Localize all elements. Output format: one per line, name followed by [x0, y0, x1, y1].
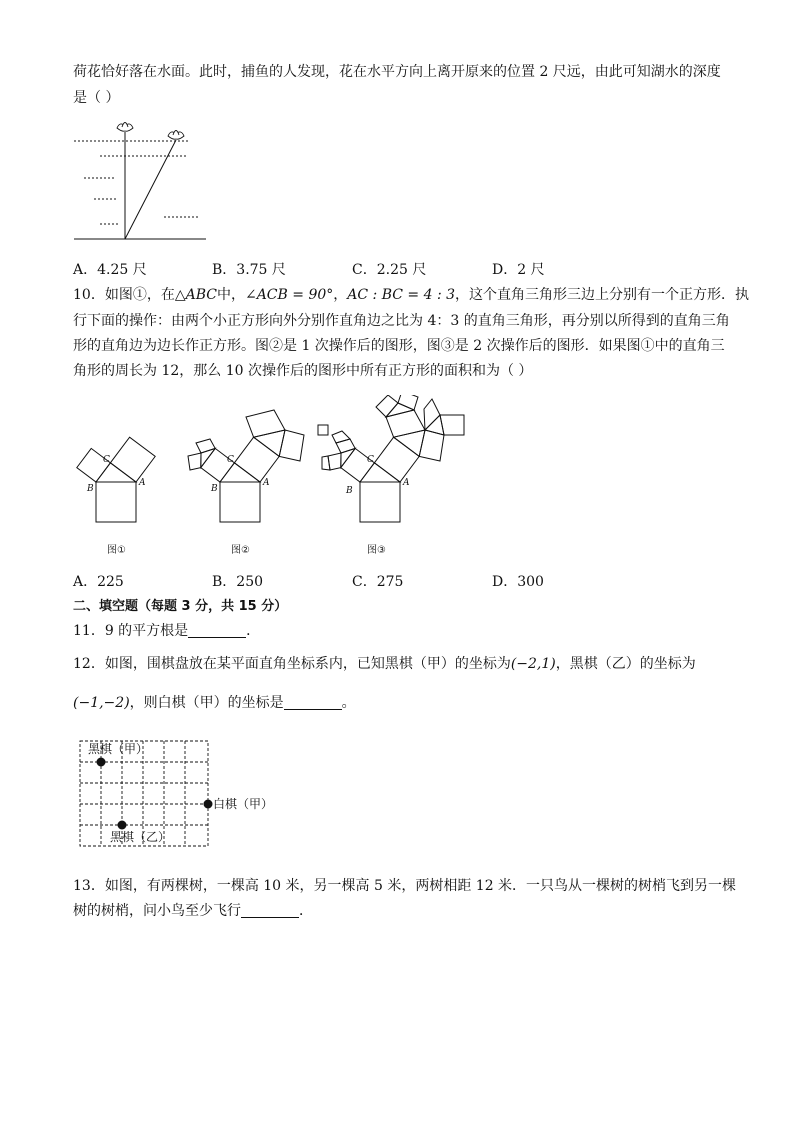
- section-2-title: 二、填空题（每题 3 分，共 15 分）: [73, 599, 288, 614]
- q11-text: 11．9 的平方根是: [73, 623, 189, 639]
- q12-text: ，则白棋（甲）的坐标是: [129, 695, 284, 711]
- q10-triangle: △ABC: [174, 287, 217, 303]
- q13-line-2: [73, 901, 313, 921]
- q12-answer-blank[interactable]: [284, 695, 342, 710]
- tilted-stem: [125, 140, 176, 239]
- label-c-2: C: [227, 455, 234, 465]
- q10-line-4: 角形的周长为 12，那么 10 次操作后的图形中所有正方形的面积和为（ ）: [73, 363, 533, 379]
- q10-angle: ∠ACB = 90°: [244, 287, 334, 303]
- q13-answer-blank[interactable]: [241, 903, 299, 918]
- go-board: [75, 738, 295, 850]
- q10-option-c: C．275: [352, 574, 404, 590]
- black-stone-jia: [97, 758, 106, 767]
- q10-line-2: 行下面的操作：由两个小正方形向外分别作直角边之比为 4：3 的直角三角形，再分别以所得到的直角三角: [73, 313, 730, 329]
- q9-line-1: 荷花恰好落在水面。此时，捕鱼的人发现，花在水平方向上离开原来的位置 2 尺远，由此可知湖水的深度: [73, 64, 721, 80]
- q13-end: ．: [299, 903, 313, 919]
- q12-coord-1: (−2,1): [510, 656, 556, 672]
- fig-1-caption: 图①: [107, 545, 126, 556]
- label-black-jia: 黑棋（甲）: [88, 742, 149, 756]
- fig-3-caption: 图③: [367, 545, 386, 556]
- label-a-2: A: [263, 478, 270, 488]
- pythagoras-tree-figures: [60, 395, 480, 530]
- q12-text: ，黑棋（乙）的坐标为: [555, 656, 696, 672]
- q9-option-a: A．4.25 尺: [73, 262, 147, 278]
- q12-end: 。: [341, 695, 356, 711]
- q11-end: ．: [246, 623, 261, 639]
- q10-text: 中，: [216, 287, 245, 303]
- q10-line-1: 10．如图①，在△ABC中，∠ACB = 90°，AC : BC = 4 : 3，这个直角三角形三边上分别有一个正方形．执: [73, 287, 750, 303]
- label-black-yi: 黑棋（乙）: [110, 830, 171, 844]
- q10-option-d: D．300: [492, 574, 544, 590]
- q13-line-1: 13．如图，有两棵树，一棵高 10 米，另一棵高 5 米，两树相距 12 米．一只鸟从一棵树的树梢飞到另一棵: [73, 878, 737, 894]
- q12-line-1: [73, 654, 696, 674]
- q9-option-c: C．2.25 尺: [352, 262, 427, 278]
- q12-line-2: [73, 693, 356, 713]
- label-a-3: A: [403, 478, 410, 488]
- water-lines: [74, 141, 200, 224]
- label-b-3: B: [346, 486, 353, 496]
- q9-line-2: 是（ ）: [73, 90, 120, 106]
- q10-line-3: 形的直角边为边长作正方形。图②是 1 次操作后的图形，图③是 2 次操作后的图形．如果图①中的直角三: [73, 338, 725, 354]
- q9-option-d: D．2 尺: [492, 262, 545, 278]
- figure-3: [318, 395, 464, 522]
- lotus-figure: [70, 118, 220, 243]
- q12-coord-2: (−1,−2): [73, 695, 130, 711]
- white-stone-jia: [204, 800, 213, 809]
- label-a-1: A: [139, 478, 146, 488]
- lotus-flower-icon: [117, 123, 184, 140]
- q10-ratio: AC : BC = 4 : 3: [347, 287, 456, 303]
- label-b-2: B: [211, 484, 218, 494]
- q10-text: ，这个直角三角形三边上分别有一个正方形．执: [455, 287, 750, 303]
- q9-option-b: B．3.75 尺: [212, 262, 286, 278]
- figure-2: [188, 410, 304, 522]
- label-c-1: C: [103, 455, 110, 465]
- label-white-jia: 白棋（甲）: [213, 797, 274, 811]
- q11-answer-blank[interactable]: [188, 623, 246, 638]
- fig-2-caption: 图②: [231, 545, 250, 556]
- q10-text: 10．如图①，在: [73, 287, 175, 303]
- q12-text: 12．如图，围棋盘放在某平面直角坐标系内，已知黑棋（甲）的坐标为: [73, 656, 511, 672]
- q10-option-a: A．225: [73, 574, 124, 590]
- black-stone-yi: [118, 821, 127, 830]
- q11: [73, 621, 260, 641]
- q13-text: 树的树梢，问小鸟至少飞行: [73, 903, 241, 919]
- label-b-1: B: [87, 484, 94, 494]
- label-c-3: C: [367, 455, 374, 465]
- q10-option-b: B．250: [212, 574, 264, 590]
